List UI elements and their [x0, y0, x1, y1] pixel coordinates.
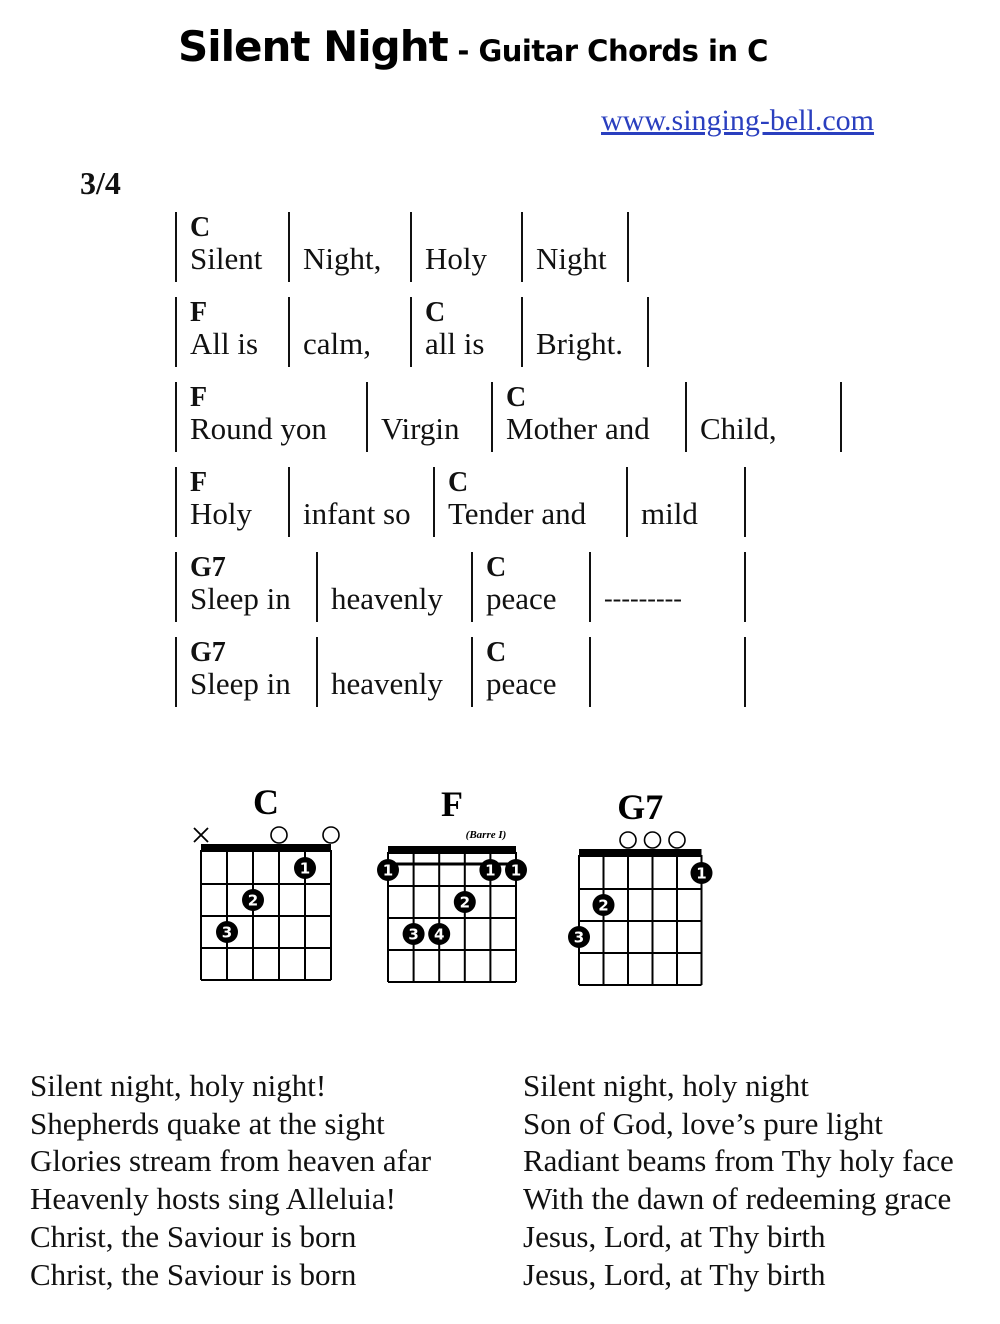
finger-number: 3 [408, 925, 419, 944]
verse-line: Christ, the Saviour is born [30, 1218, 357, 1254]
verse-line: Radiant beams from Thy holy face [523, 1143, 954, 1179]
verse-line: Glories stream from heaven afar [30, 1143, 432, 1179]
chord-name: C [486, 637, 507, 668]
verse-line: Silent night, holy night [523, 1068, 809, 1103]
finger-dot [593, 894, 615, 916]
chord-name: F [190, 467, 208, 498]
lyric: Holy [425, 241, 487, 276]
chord-name: F [190, 382, 208, 413]
finger-number: 2 [459, 893, 471, 912]
lyric: All is [190, 326, 259, 361]
diagram-title: F [441, 784, 463, 824]
finger-number: 3 [221, 923, 233, 942]
lyric: Bright. [536, 326, 623, 361]
finger-dot [568, 926, 590, 948]
finger-number: 3 [573, 928, 585, 947]
open-string-icon [669, 832, 685, 848]
chord-name: C [425, 297, 446, 328]
chord-name: G7 [190, 552, 226, 583]
verse-line: Jesus, Lord, at Thy birth [523, 1218, 826, 1254]
lyric: heavenly [331, 666, 443, 701]
chord-name: C [486, 552, 507, 583]
finger-number: 1 [696, 864, 707, 883]
time-signature: 3/4 [80, 165, 121, 201]
finger-number: 1 [485, 861, 496, 880]
verse-line: Silent night, holy night! [30, 1068, 327, 1103]
verse-2 [523, 1067, 954, 1293]
finger-number: 4 [433, 925, 445, 944]
finger-number: 2 [247, 891, 259, 910]
verse-line: Heavenly hosts sing Alleluia! [30, 1181, 396, 1217]
verse-line: Son of God, love’s pure light [523, 1105, 883, 1141]
lyric: infant so [303, 496, 411, 531]
finger-number: 1 [382, 861, 394, 880]
finger-number: 2 [598, 896, 609, 915]
lyric: Sleep in [190, 666, 291, 701]
lyric: Night [536, 241, 607, 276]
finger-number: 1 [510, 861, 522, 880]
chord-name: G7 [190, 637, 226, 668]
lyric: Holy [190, 496, 252, 531]
chord-name: F [190, 297, 208, 328]
verse-line: Christ, the Saviour is born [30, 1256, 357, 1292]
lyric: Tender and [448, 496, 587, 531]
song-subtitle: Guitar Chords in C [478, 34, 768, 68]
lyric: Child, [700, 411, 777, 446]
verse-line: Jesus, Lord, at Thy birth [523, 1256, 826, 1292]
open-string-icon [620, 832, 636, 848]
finger-dot [691, 862, 713, 884]
lyric: Sleep in [190, 581, 291, 616]
song-title: Silent Night [178, 22, 448, 71]
lyric: peace [486, 666, 557, 701]
nut [579, 849, 702, 857]
barre-note: (Barre I) [465, 829, 507, 841]
chord-name: C [506, 382, 527, 413]
diagram-title: C [253, 782, 279, 822]
lyric: --------- [604, 584, 682, 613]
open-string-icon [645, 832, 661, 848]
verse-1 [30, 1067, 431, 1293]
lyric: mild [641, 496, 698, 531]
lyric: Mother and [506, 411, 650, 446]
chord-name: C [448, 467, 469, 498]
finger-number: 1 [299, 859, 311, 878]
lyric: calm, [303, 326, 371, 361]
lyric: peace [486, 581, 557, 616]
verse-line: Shepherds quake at the sight [30, 1105, 385, 1141]
title-separator: - [447, 34, 479, 68]
lyric: Round yon [190, 411, 327, 446]
chord-name: C [190, 212, 211, 243]
diagram-title: G7 [617, 787, 664, 827]
lyric: Night, [303, 241, 382, 276]
website-link[interactable]: www.singing-bell.com [601, 104, 875, 137]
lyric: Silent [190, 241, 263, 276]
verse-line: With the dawn of redeeming grace [523, 1181, 952, 1217]
lyric: all is [425, 326, 485, 361]
lyric: Virgin [381, 411, 460, 446]
lyric: heavenly [331, 581, 443, 616]
